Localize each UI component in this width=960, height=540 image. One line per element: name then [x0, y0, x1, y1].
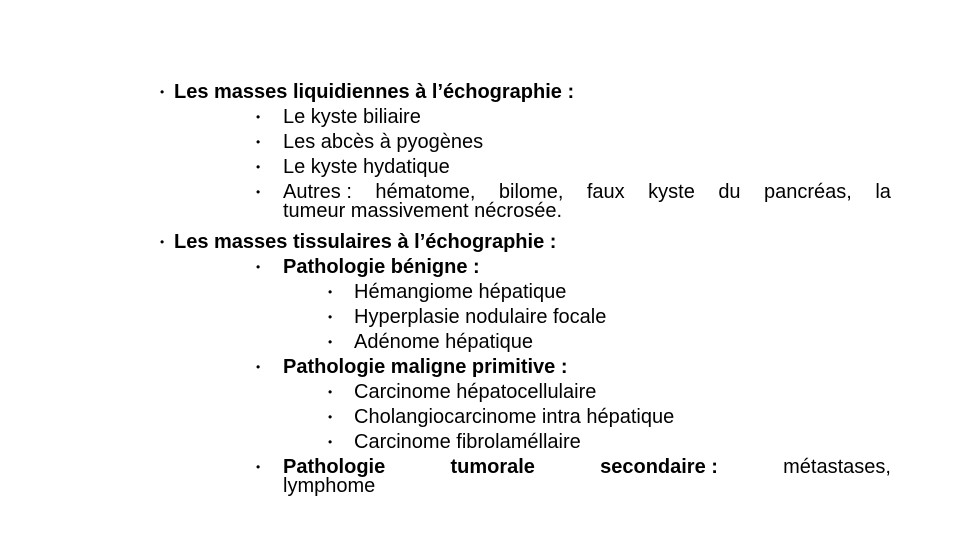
word: hématome, [375, 181, 476, 203]
word: pancréas, [764, 181, 852, 203]
bullet-dot: • [256, 260, 261, 274]
list-item: Le kyste hydatique [283, 156, 450, 178]
word: kyste [648, 181, 695, 203]
bullet-dot: • [160, 85, 165, 99]
benign-title: Pathologie bénigne : [283, 256, 480, 278]
word: du [718, 181, 741, 203]
bullet-dot: • [256, 460, 261, 474]
word: faux [586, 181, 625, 203]
bullet-dot: • [160, 235, 165, 249]
secondary-continuation: lymphome [283, 475, 376, 497]
word: la [875, 181, 891, 203]
list-item: Hémangiome hépatique [354, 281, 567, 303]
bullet-dot: • [328, 435, 333, 449]
word: secondaire : [600, 456, 718, 478]
section-tissue-title: Les masses tissulaires à l’échographie : [174, 231, 557, 253]
word: métastases, [783, 456, 891, 478]
bullet-dot: • [256, 110, 261, 124]
word: Pathologie [283, 456, 386, 478]
bullet-dot: • [328, 410, 333, 424]
bullet-dot: • [256, 160, 261, 174]
malignant-title: Pathologie maligne primitive : [283, 356, 568, 378]
list-item-continuation: tumeur massivement nécrosée. [283, 200, 563, 222]
bullet-dot: • [256, 185, 261, 199]
bullet-dot: • [256, 135, 261, 149]
bullet-dot: • [328, 335, 333, 349]
list-item: Hyperplasie nodulaire focale [354, 306, 607, 328]
section-liquid-title: Les masses liquidiennes à l’échographie : [174, 81, 575, 103]
bullet-dot: • [328, 385, 333, 399]
bullet-dot: • [328, 285, 333, 299]
bullet-dot: • [328, 310, 333, 324]
list-item: Le kyste biliaire [283, 106, 421, 128]
word: Autres : [283, 181, 352, 203]
list-item: Carcinome fibrolaméllaire [354, 431, 581, 453]
list-item: Cholangiocarcinome intra hépatique [354, 406, 675, 428]
list-item: Carcinome hépatocellulaire [354, 381, 597, 403]
list-item: Adénome hépatique [354, 331, 534, 353]
list-item: Les abcès à pyogènes [283, 131, 484, 153]
word: bilome, [498, 181, 564, 203]
word: tumorale [450, 456, 535, 478]
bullet-dot: • [256, 360, 261, 374]
